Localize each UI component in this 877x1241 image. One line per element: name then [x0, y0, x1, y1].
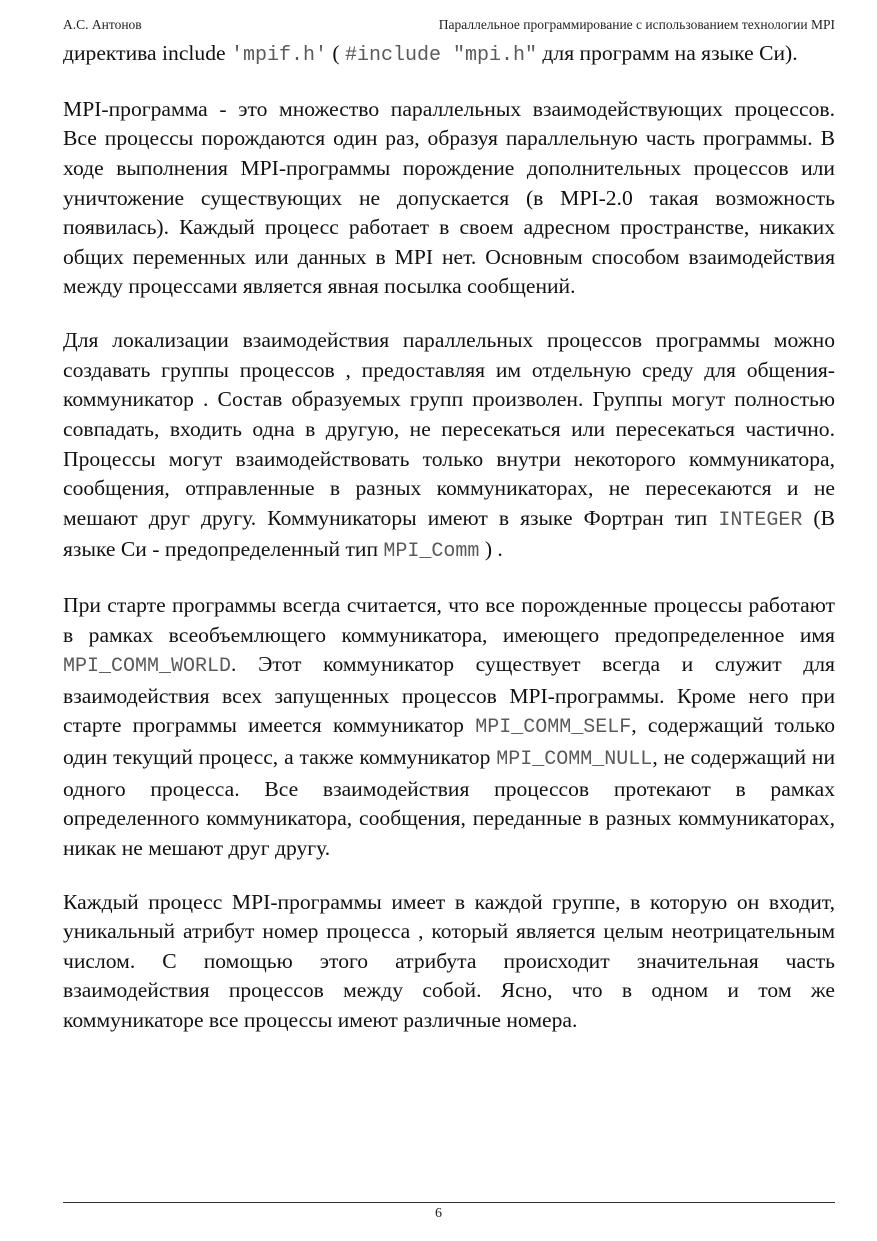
text-run: При старте программы всегда считается, что все порожденные процессы работают в рамках всеобъемлющего коммуникатора, имеющего предопределенное имя — [63, 593, 835, 647]
text-run: ) . — [479, 537, 503, 562]
paragraph — [63, 39, 835, 71]
header-title: Параллельное программирование с использованием технологии MPI — [438, 17, 835, 32]
code-inline: #include "mpi.h" — [345, 44, 538, 67]
text-run: (В языке Си - предопределенный тип — [63, 505, 835, 562]
code-inline: MPI_COMM_WORLD — [63, 655, 232, 679]
paragraph — [63, 591, 835, 863]
code-inline: MPI_COMM_SELF — [475, 716, 632, 740]
text-run: , содержащий только один текущий процесс, а также коммуникатор — [63, 713, 835, 770]
code-inline: INTEGER — [718, 508, 803, 532]
header-author: А.С. Антонов — [63, 17, 142, 32]
code-inline: 'mpif.h' — [230, 44, 327, 67]
text-run: , не содержащий ни одного процесса. Все взаимодействия процессов протекают в рамках определенного коммуникатора, сообщения, переданные в разных коммуникаторах, никак не мешают друг другу. — [63, 745, 835, 860]
text-run: . Этот коммуникатор существует всегда и служит для взаимодействия всех запущенных процессов MPI-программы. Кроме него при старте программы имеется коммуникатор — [63, 652, 835, 738]
paragraph — [63, 326, 835, 567]
page-body — [63, 39, 835, 1060]
text-run: Для локализации взаимодействия параллельных процессов программы можно создавать группы процессов , предоставляя им отдельную среду для общения- коммуникатор . Состав образуемых групп произволен. Группы могут полностью совпадать, входить одна в другую, не пересекаться или пересекаться частично. Процессы могут взаимодействовать только внутри некоторого коммуникатора, сообщения, отправленные в разных коммуникаторах, не пересекаются и не мешают друг другу. Коммуникаторы имеют в языке Фортран тип — [63, 328, 835, 530]
text-run: директива include — [63, 41, 231, 65]
paragraph: MPI-программа - это множество параллельных взаимодействующих процессов. Все процессы порождаются один раз, образуя параллельную часть программы. В ходе выполнения MPI-программы порождение дополнительных процессов или уничтожение существующих не допускается (в MPI-2.0 такая возможность появилась). Каждый процесс работает в своем адресном пространстве, никаких общих переменных или данных в MPI нет. Основным способом взаимодействия между процессами является явная посылка сообщений. — [63, 96, 835, 299]
text-run: для программ на языке Си). — [537, 41, 798, 65]
paragraph: Каждый процесс MPI-программы имеет в каждой группе, в которую он входит, уникальный атрибут номер процесса , который является целым неотрицательным числом. С помощью этого атрибута происходит значительная часть взаимодействия процессов между собой. Ясно, что в одном и том же коммуникаторе все процессы имеют различные номера. — [63, 889, 835, 1032]
footer-divider — [63, 1202, 835, 1203]
page-number: 6 — [435, 1206, 442, 1221]
page-header — [63, 17, 835, 37]
text-run: ( — [327, 41, 345, 65]
code-inline: MPI_COMM_NULL — [496, 748, 653, 772]
code-inline: MPI_Comm — [383, 540, 480, 564]
